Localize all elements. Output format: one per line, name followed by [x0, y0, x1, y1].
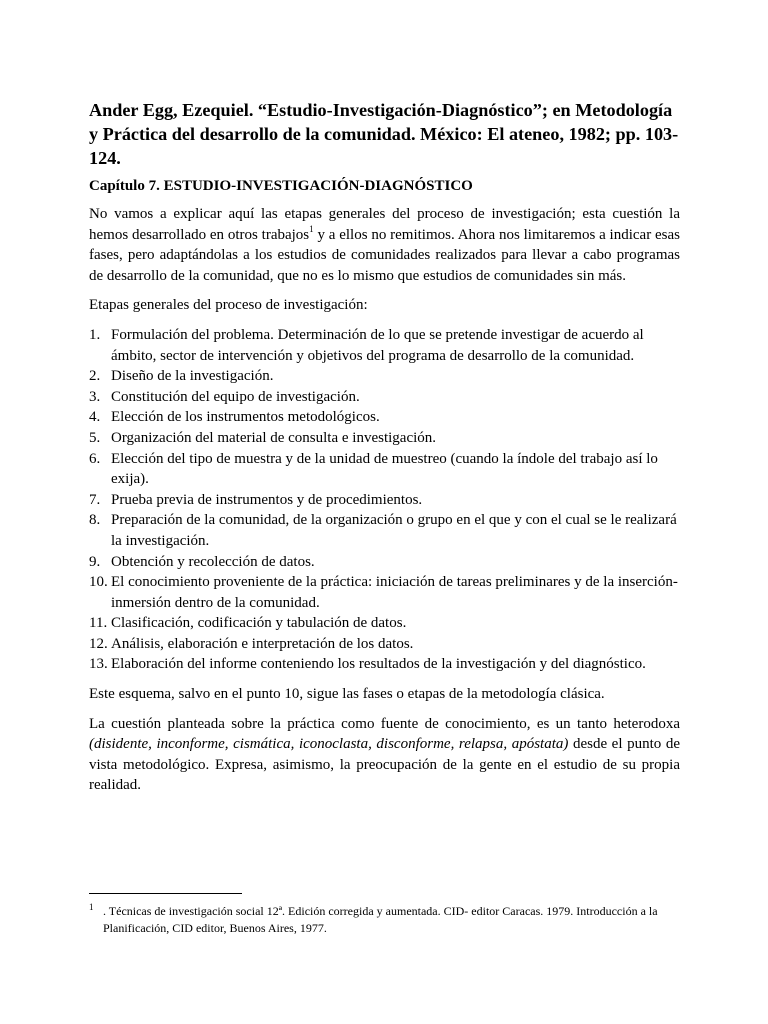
list-item	[89, 428, 680, 449]
list-item	[89, 572, 680, 613]
closing-italic-text: (disidente, inconforme, cismática, iconoclasta, disconforme, relapsa, apóstata)	[89, 736, 569, 753]
list-item	[89, 449, 680, 490]
footnote	[89, 903, 689, 937]
document-title: Ander Egg, Ezequiel. “Estudio-Investigación-Diagnóstico”; en Metodología y Práctica del desarrollo de la comunidad. México: El ateneo, 1982; pp. 103-124.	[89, 100, 679, 168]
list-item-text: Diseño de la investigación.	[111, 368, 274, 385]
footnote-separator	[89, 893, 242, 894]
list-item-text: Elaboración del informe conteniendo los resultados de la investigación y del diagnóstico.	[111, 656, 646, 673]
list-item-text: Constitución del equipo de investigación.	[111, 388, 360, 405]
list-item	[89, 407, 680, 428]
list-item	[89, 510, 680, 551]
list-item	[89, 552, 680, 573]
footnote-reference[interactable]: 1	[309, 223, 314, 234]
list-item-text: El conocimiento proveniente de la práctica: iniciación de tareas preliminares y de la inserción-inmersión dentro de la comunidad.	[111, 574, 678, 611]
intro-text-part2: y a ellos no remitimos. Ahora nos limitaremos a indicar esas fases, pero adaptándolas a los estudios de comunidades realizados para llevar a cabo programas de desarrollo de la comunidad, que no es lo mismo que estudios de comunidades sin más.	[89, 226, 680, 284]
list-item-text: Clasificación, codificación y tabulación de datos.	[111, 615, 407, 632]
stages-heading: Etapas generales del proceso de investigación:	[89, 297, 368, 314]
closing-paragraph	[89, 714, 680, 796]
list-item-number: 5.	[89, 429, 101, 446]
list-item-number: 11.	[89, 615, 108, 632]
scheme-note: Este esquema, salvo en el punto 10, sigue las fases o etapas de la metodología clásica.	[89, 686, 605, 703]
list-item-number: 6.	[89, 450, 101, 467]
intro-text-part1: No vamos a explicar aquí las etapas generales del proceso de investigación; esta cuestión la hemos desarrollado en otros trabajos	[89, 206, 680, 243]
list-item	[89, 654, 680, 675]
stages-list	[89, 325, 680, 675]
footnote-text: . Técnicas de investigación social 12ª. Edición corregida y aumentada. CID- editor Caracas. 1979. Introducción a la Planificación, CID editor, Buenos Aires, 1977.	[103, 904, 658, 935]
list-item-number: 1.	[89, 326, 101, 343]
list-item-number: 2.	[89, 368, 101, 385]
list-item-number: 8.	[89, 512, 101, 529]
intro-paragraph	[89, 204, 680, 286]
list-item-text: Organización del material de consulta e investigación.	[111, 429, 437, 446]
list-item-text: Obtención y recolección de datos.	[111, 553, 315, 570]
list-item-number: 13.	[89, 656, 108, 673]
list-item-number: 4.	[89, 409, 101, 426]
document-body	[89, 98, 680, 805]
list-item-number: 3.	[89, 388, 101, 405]
list-item-text: Elección del tipo de muestra y de la unidad de muestreo (cuando la índole del trabajo así lo exija).	[111, 450, 658, 488]
list-item-number: 10.	[89, 574, 108, 591]
list-item-text: Análisis, elaboración e interpretación de los datos.	[111, 635, 414, 652]
list-item	[89, 613, 680, 634]
list-item-number: 7.	[89, 491, 101, 508]
footnote-mark: 1	[89, 902, 94, 912]
list-item-text: Formulación del problema. Determinación de lo que se pretende investigar de acuerdo al ámbito, sector de intervención y objetivos del programa de desarrollo de la comunidad.	[111, 326, 644, 364]
chapter-heading: Capítulo 7. ESTUDIO-INVESTIGACIÓN-DIAGNÓSTICO	[89, 178, 473, 194]
list-item-number: 12.	[89, 635, 108, 652]
list-item	[89, 490, 680, 511]
list-item	[89, 366, 680, 387]
closing-text-part1: La cuestión planteada sobre la práctica como fuente de conocimiento, es un tanto heterodoxa	[89, 715, 680, 732]
list-item-text: Prueba previa de instrumentos y de procedimientos.	[111, 491, 423, 508]
list-item-number: 9.	[89, 553, 101, 570]
list-item-text: Preparación de la comunidad, de la organización o grupo en el que y con el cual se le realizará la investigación.	[111, 512, 677, 549]
closing-text-part2: desde el punto de vista metodológico. Expresa, asimismo, la preocupación de la gente en el estudio de su propia realidad.	[89, 736, 680, 794]
list-item-text: Elección de los instrumentos metodológicos.	[111, 409, 380, 426]
list-item	[89, 387, 680, 408]
list-item	[89, 634, 680, 655]
list-item	[89, 325, 680, 366]
